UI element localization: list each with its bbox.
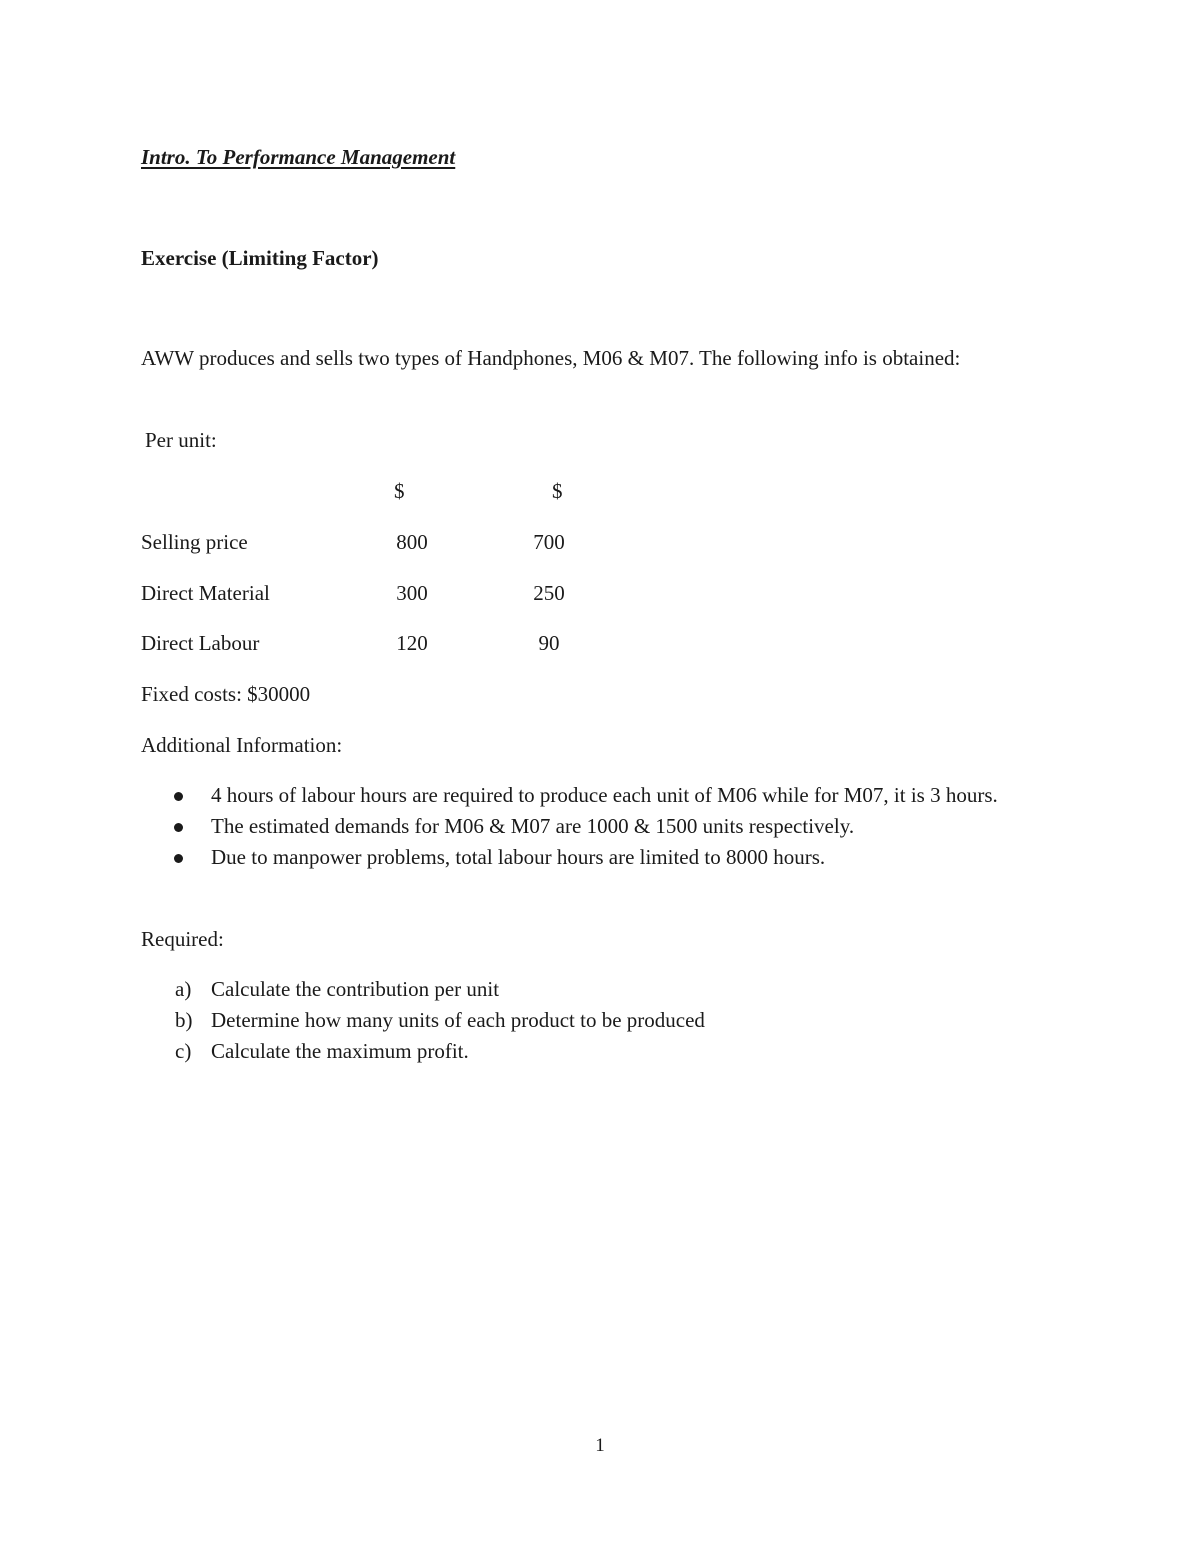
- intro-paragraph: AWW produces and sells two types of Handphones, M06 & M07. The following info is obtained:: [141, 346, 961, 370]
- list-item-text: 4 hours of labour hours are required to produce each unit of M06 while for M07, it is 3 hours.: [211, 783, 998, 807]
- page-number: 1: [595, 1435, 605, 1456]
- column-header-m06: $: [394, 479, 405, 503]
- question-text: Calculate the maximum profit.: [211, 1039, 469, 1063]
- bullet-icon: [174, 823, 183, 832]
- question-marker: a): [175, 977, 192, 1001]
- bullet-icon: [174, 792, 183, 801]
- required-questions-list: [175, 974, 705, 1067]
- bullet-icon: [174, 854, 183, 863]
- list-item-text: Due to manpower problems, total labour hours are limited to 8000 hours.: [211, 845, 826, 869]
- question-item: [175, 1005, 705, 1036]
- additional-information-label: Additional Information:: [141, 733, 343, 757]
- column-header-m07: $: [552, 479, 563, 503]
- question-item: [175, 1036, 705, 1067]
- direct-material-m06: 300: [396, 581, 428, 605]
- per-unit-label: Per unit:: [145, 428, 217, 452]
- course-title: Intro. To Performance Management: [141, 145, 456, 169]
- row-label-direct-material: Direct Material: [141, 581, 270, 605]
- row-label-selling-price: Selling price: [141, 530, 248, 554]
- question-marker: c): [175, 1039, 192, 1063]
- list-item: [172, 811, 1052, 842]
- direct-labour-m07: 90: [538, 631, 560, 655]
- selling-price-m06: 800: [396, 530, 428, 554]
- fixed-costs: Fixed costs: $30000: [141, 682, 311, 706]
- question-text: Calculate the contribution per unit: [211, 977, 500, 1001]
- list-item: [172, 780, 1052, 811]
- question-text: Determine how many units of each product to be produced: [211, 1008, 705, 1032]
- row-label-direct-labour: Direct Labour: [141, 631, 260, 655]
- required-label: Required:: [141, 927, 224, 951]
- list-item-text: The estimated demands for M06 & M07 are 1000 & 1500 units respectively.: [211, 814, 855, 838]
- list-item: [172, 842, 1052, 873]
- direct-labour-m06: 120: [396, 631, 428, 655]
- direct-material-m07: 250: [533, 581, 565, 605]
- selling-price-m07: 700: [533, 530, 565, 554]
- exercise-title: Exercise (Limiting Factor): [141, 246, 379, 270]
- question-item: [175, 974, 705, 1005]
- additional-information-list: [172, 780, 1052, 873]
- question-marker: b): [175, 1008, 193, 1032]
